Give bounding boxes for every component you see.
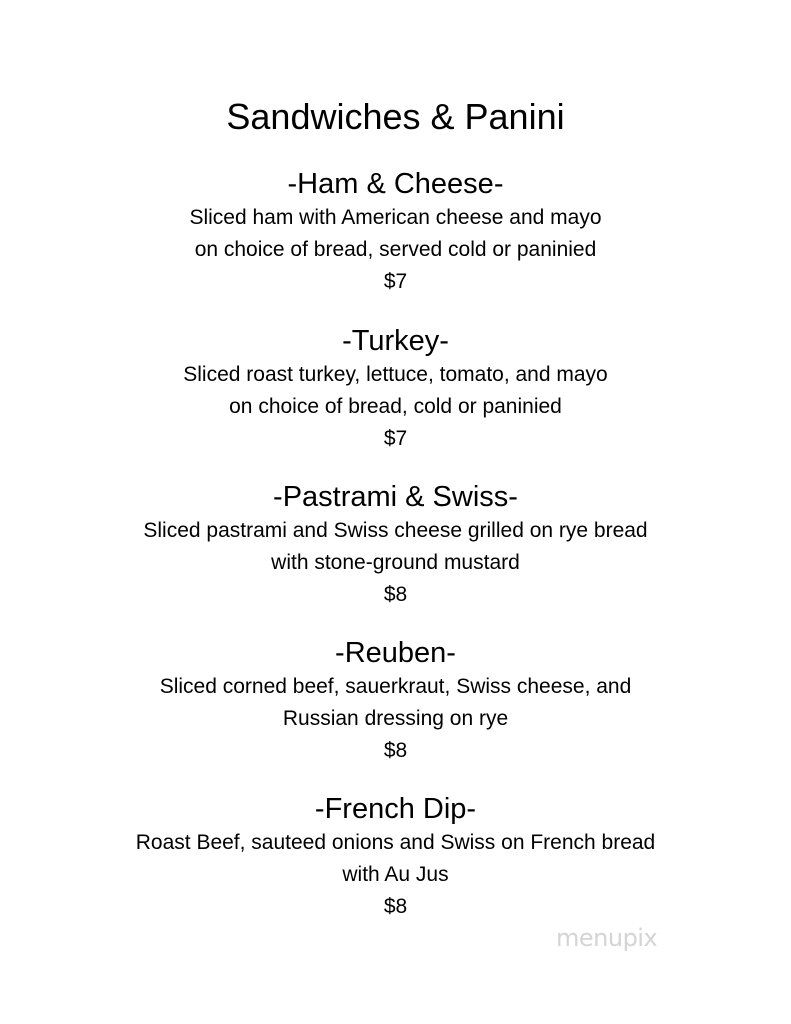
item-price: $8 [383, 895, 408, 918]
item-description-line: Sliced roast turkey, lettuce, tomato, and mayo [183, 363, 608, 386]
item-price: $7 [383, 270, 408, 293]
item-description-line: on choice of bread, served cold or paninied [194, 238, 597, 261]
item-description-line: Roast Beef, sauteed onions and Swiss on French bread [135, 831, 656, 854]
item-description-line: with stone-ground mustard [271, 551, 520, 574]
item-name: -Pastrami & Swiss- [273, 481, 518, 513]
item-description [0, 827, 791, 891]
item-price: $8 [383, 583, 408, 606]
item-description-line: with Au Jus [342, 863, 449, 886]
item-description [0, 202, 791, 266]
menu-item-ham-cheese [0, 166, 791, 298]
item-price: $8 [383, 739, 408, 762]
item-description-line: Sliced corned beef, sauerkraut, Swiss cheese, and [159, 675, 632, 698]
item-price: $7 [383, 427, 408, 450]
item-name: -Turkey- [342, 325, 449, 357]
item-description [0, 515, 791, 579]
item-description-line: on choice of bread, cold or paninied [229, 395, 562, 418]
menu-item-reuben [0, 635, 791, 767]
item-name: -Ham & Cheese- [287, 168, 504, 200]
menu-item-turkey [0, 323, 791, 455]
menu-item-pastrami-swiss [0, 479, 791, 611]
menu-title: Sandwiches & Panini [226, 96, 565, 137]
item-description [0, 359, 791, 423]
item-description-line: Sliced pastrami and Swiss cheese grilled on rye bread [143, 519, 648, 542]
item-name: -French Dip- [314, 793, 477, 825]
watermark-logo: menupix [556, 924, 658, 952]
menu-item-french-dip [0, 791, 791, 923]
item-description [0, 671, 791, 735]
item-description-line: Sliced ham with American cheese and mayo [189, 206, 602, 229]
item-description-line: Russian dressing on rye [282, 707, 509, 730]
item-name: -Reuben- [335, 637, 456, 669]
